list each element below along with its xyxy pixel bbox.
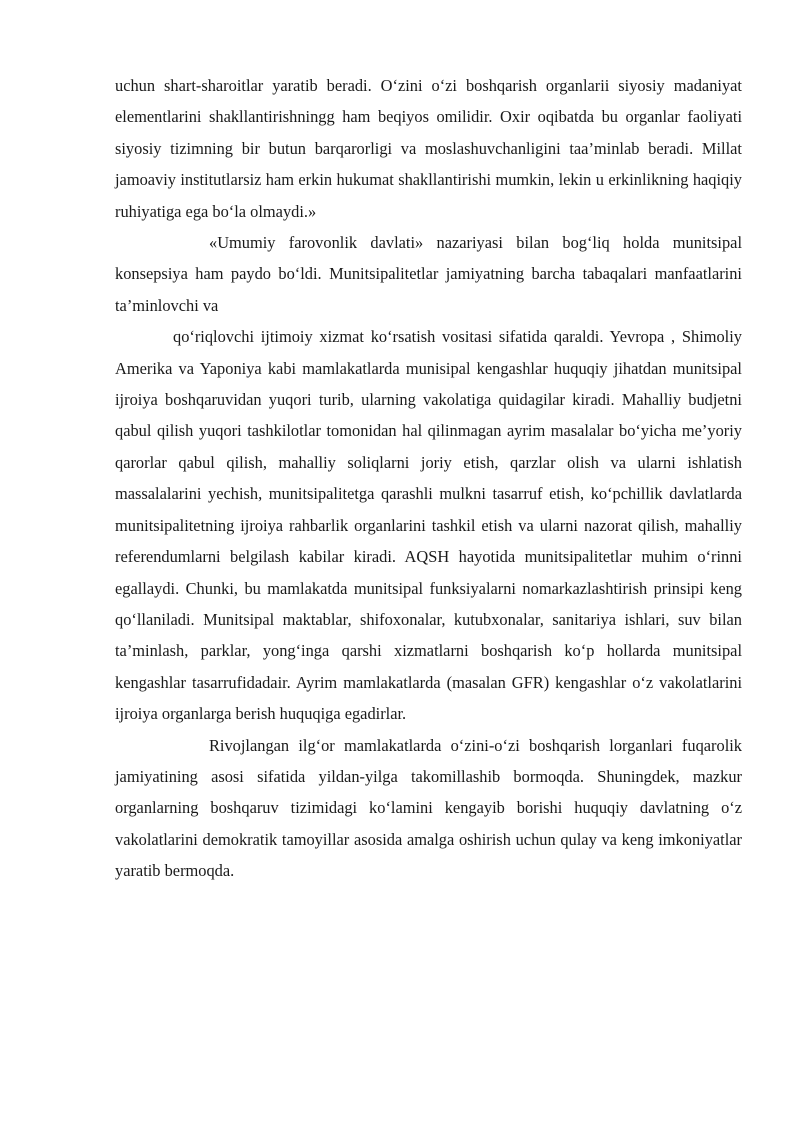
paragraph-1: uchun shart-sharoitlar yaratib beradi. O‘zini o‘zi boshqarish organlarii siyosiy madaniyat elementlarini shakllantirishningg ham beqiyos omilidir. Oxir oqibatda bu organlar faoliyati siyosiy tizimning bir butun barqarorligi va moslashuvchanligini taa’minlab beradi. Millat jamoaviy institutlarsiz ham erkin hukumat shakllantirishi mumkin, lekin u erkinlikning haqiqiy ruhiyatiga ega bo‘la olmaydi.» — [115, 76, 742, 221]
paragraph-4: Rivojlangan ilg‘or mamlakatlarda o‘zini-o‘zi boshqarish lorganlari fuqarolik jamiyatining asosi sifatida yildan-yilga takomillashib bormoqda. Shuningdek, mazkur organlarning boshqaruv tizimidagi ko‘lamini kengayib borishi huquqiy davlatning o‘z vakolatlarini demokratik tamoyillar asosida amalga oshirish uchun qulay va keng imkoniyatlar yaratib bermoqda. — [115, 735, 742, 881]
body-text — [115, 70, 742, 887]
paragraph-2: «Umumiy farovonlik davlati» nazariyasi bilan bog‘liq holda munitsipal konsepsiya ham paydo bo‘ldi. Munitsipalitetlar jamiyatning barcha tabaqalari manfaatlarini ta’minlovchi va — [115, 233, 742, 315]
paragraph-3: qo‘riqlovchi ijtimoiy xizmat ko‘rsatish vositasi sifatida qaraldi. Yevropa , Shimoliy Amerika va Yaponiya kabi mamlakatlarda munisipal kengashlar huquqiy jihatdan munitsipal ijroiya boshqaruvidan yuqori turib, ularning vakolatiga quidagilar kiradi. Mahalliy budjetni qabul qilish yuqori tashkilotlar tomonidan hal qilinmagan ayrim masalalar bo‘yicha me’yoriy qarorlar qabul qilish, mahalliy soliqlarni joriy etish, qarzlar olish va ularni ishlatish massalalarini yechish, munitsipalitetga qarashli mulkni tasarruf etish, ko‘pchillik davlatlarda munitsipalitetning ijroiya rahbarlik organlarini tashkil etish va ularni nazorat qilish, mahalliy referendumlarni belgilash kabilar kiradi. AQSH hayotida munitsipalitetlar muhim o‘rinni egallaydi. Chunki, bu mamlakatda munitsipal funksiyalarni nomarkazlashtirish prinsipi keng qo‘llaniladi. Munitsipal maktablar, shifoxonalar, kutubxonalar, sanitariya ishlari, suv bilan ta’minlash, parklar, yong‘inga qarshi xizmatlarni boshqarish ko‘p hollarda munitsipal kengashlar tasarrufidadair. Ayrim mamlakatlarda (masalan GFR) kengashlar o‘z vakolatlarini ijroiya organlarga berish huquqiga egadirlar. — [115, 327, 742, 724]
